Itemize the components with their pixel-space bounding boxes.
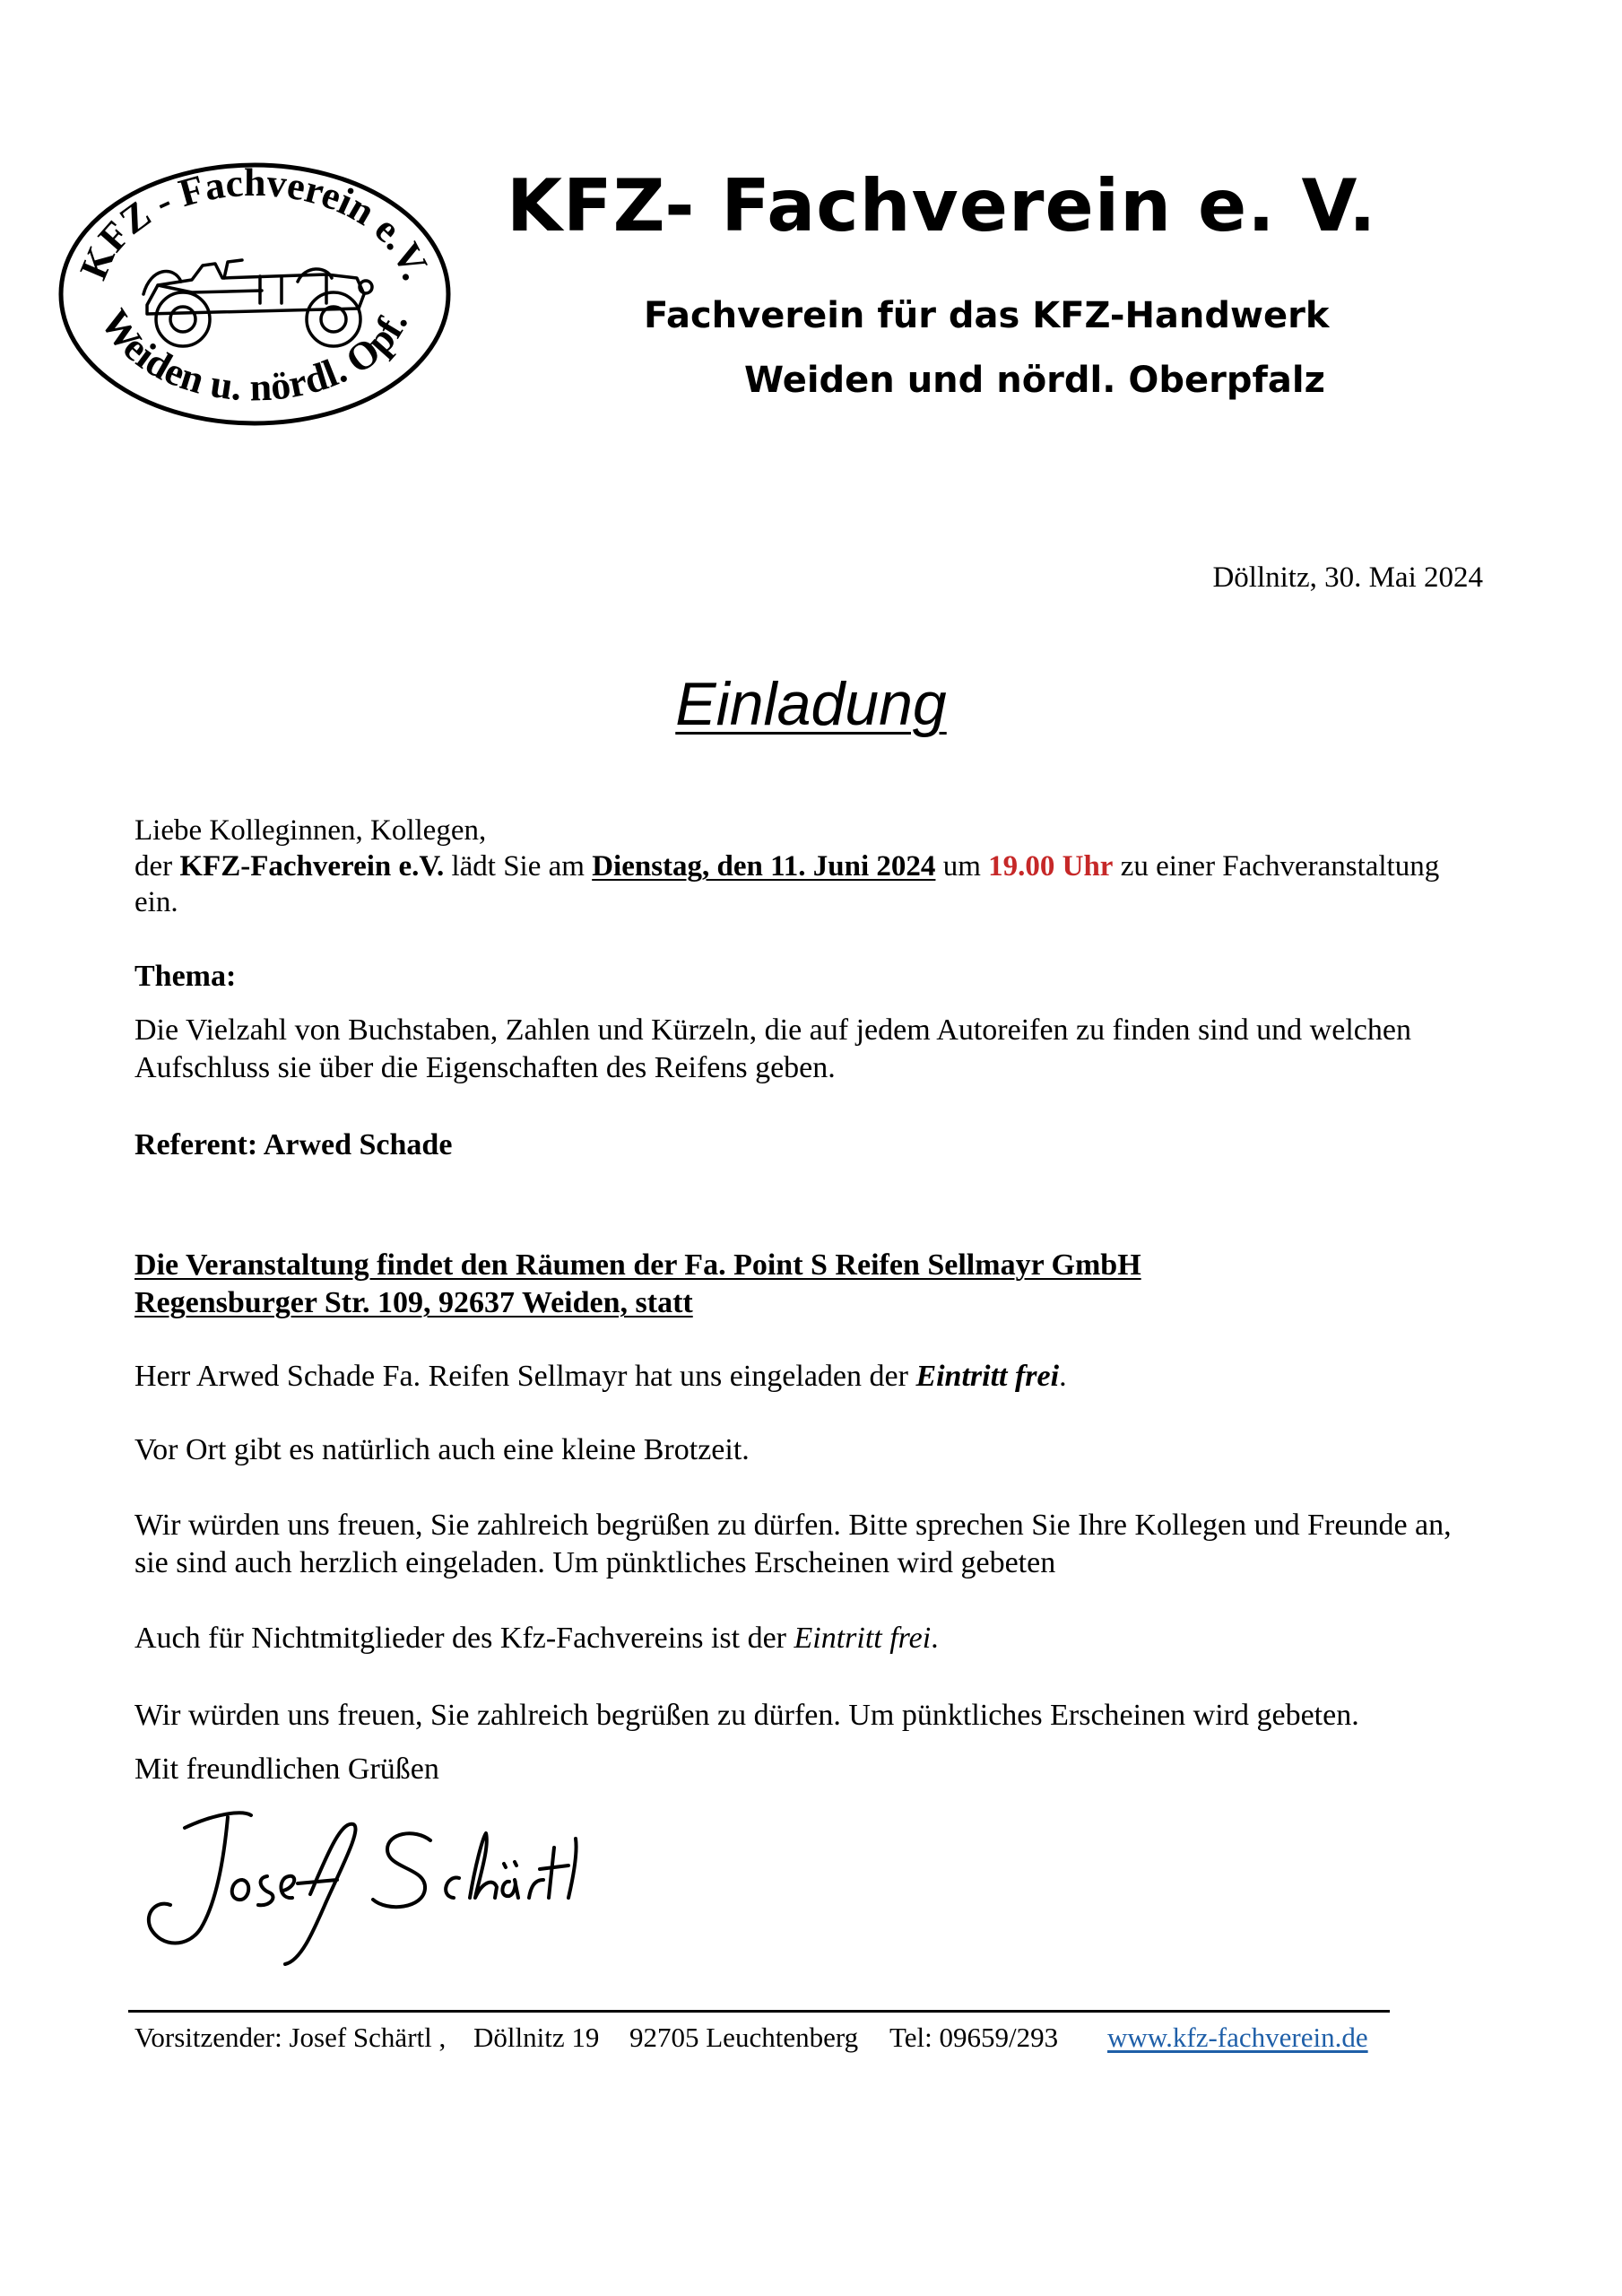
svg-text:Weiden u. nördl. Opf. (92, 301, 416, 409)
speaker: Referent: Arwed Schade (134, 1128, 453, 1161)
date-line: Döllnitz, 30. Mai 2024 (1212, 561, 1483, 594)
venue-line-1: Die Veranstaltung findet den Räumen der Fa. Point S Reifen Sellmayr GmbH (134, 1248, 1141, 1282)
closing-note: Wir würden uns freuen, Sie zahlreich begrüßen zu dürfen. Um pünktliches Erscheinen wird gebeten. (134, 1699, 1359, 1732)
event-date: Dienstag, den 11. Juni 2024 (592, 850, 936, 883)
event-time: 19.00 Uhr (988, 850, 1114, 883)
topic-text: Die Vielzahl von Buchstaben, Zahlen und Kürzeln, die auf jedem Autoreifen zu finden sind und welchen Aufschluss sie über die Eigenschaften des Reifens geben. (134, 1013, 1411, 1084)
logo-arc-top: KFZ - Fachverein e.V. (71, 160, 438, 286)
footer-city: 92705 Leuchtenberg (629, 2022, 859, 2053)
svg-text:KFZ - Fachverein e.V. (71, 161, 438, 285)
footer-chair: Vorsitzender: Josef Schärtl , (134, 2022, 447, 2053)
invite-text-4: zu einer Fachveranstaltung ein. (134, 850, 1440, 918)
org-subtitle-trade: Fachverein für das KFZ-Handwerk (644, 295, 1330, 336)
nonmembers-free-entry: Eintritt frei (794, 1622, 932, 1655)
handwritten-signature (134, 1794, 583, 1973)
invite-text-1: der (134, 850, 180, 883)
regards: Mit freundlichen Grüßen (134, 1752, 439, 1786)
topic-label: Thema: (134, 960, 237, 993)
org-subtitle-region: Weiden und nördl. Oberpfalz (744, 360, 1325, 401)
club-logo (57, 160, 452, 429)
host-end: . (1059, 1360, 1067, 1393)
nonmembers-paragraph (134, 1620, 1488, 1657)
snack-note: Vor Ort gibt es natürlich auch eine kleine Brotzeit. (134, 1433, 750, 1466)
footer-phone: Tel: 09659/293 (889, 2022, 1059, 2053)
host-text: Herr Arwed Schade Fa. Reifen Sellmayr hat uns eingeladen der (134, 1360, 916, 1393)
footer-street: Döllnitz 19 (473, 2022, 600, 2053)
nonmembers-end: . (931, 1622, 939, 1655)
invite-text-2: lädt Sie am (444, 850, 593, 883)
footer-divider (128, 2010, 1390, 2013)
welcome-paragraph: Wir würden uns freuen, Sie zahlreich begrüßen zu dürfen. Bitte sprechen Sie Ihre Kollegen und Freunde an, sie sind auch herzlich eingeladen. Um pünktliches Erscheinen wird gebeten (134, 1509, 1452, 1579)
invite-org: KFZ-Fachverein e.V. (179, 850, 445, 883)
host-paragraph (134, 1358, 1488, 1396)
greeting: Liebe Kolleginnen, Kollegen, (134, 814, 487, 847)
venue-line-2: Regensburger Str. 109, 92637 Weiden, statt (134, 1286, 693, 1319)
invitation-paragraph (134, 848, 1488, 920)
nonmembers-text: Auch für Nichtmitglieder des Kfz-Fachvereins ist der (134, 1622, 794, 1655)
footer-website-link[interactable]: www.kfz-fachverein.de (1107, 2022, 1368, 2053)
letter-heading: Einladung (675, 670, 947, 738)
invite-text-3: um (935, 850, 989, 883)
host-free-entry: Eintritt frei (915, 1360, 1060, 1393)
logo-arc-bottom: Weiden u. nördl. Opf. (91, 301, 417, 410)
vintage-car-icon (143, 260, 372, 346)
org-title: KFZ- Fachverein e. V. (507, 164, 1377, 248)
